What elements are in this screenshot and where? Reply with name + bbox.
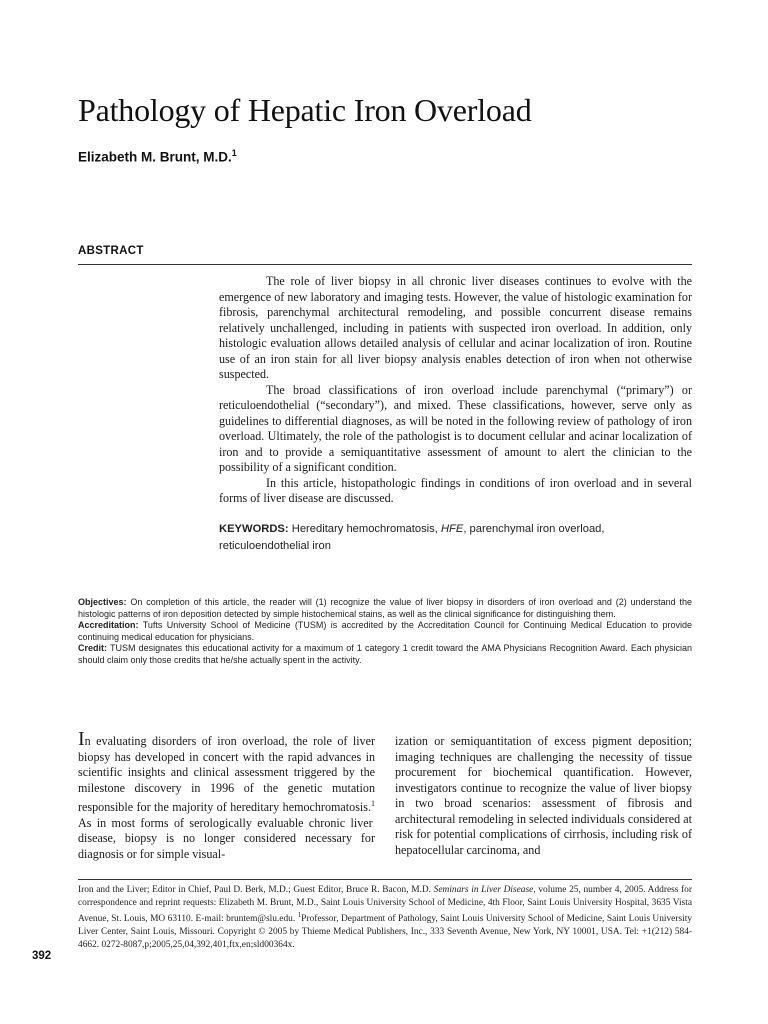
objectives-text: On completion of this article, the reader will (1) recognize the value of liver biopsy in disorders of iron overload and (2) understand the histologic patterns of iron deposition detected by simple histochemical stains, as well as the clinical significance for distinguishing them. bbox=[78, 597, 692, 619]
abstract-paragraph: In this article, histopathologic findings in conditions of iron overload and in several forms of liver disease are discussed. bbox=[219, 475, 692, 505]
footnote-part: Iron and the Liver; Editor in Chief, Paul D. Berk, M.D.; Guest Editor, Bruce R. Bacon, M.D. bbox=[78, 885, 432, 895]
abstract-paragraph: The role of liver biopsy in all chronic liver diseases continues to evolve with the emergence of new laboratory and imaging tests. However, the value of histologic examination for fibrosis, parenchymal architectural remodeling, and possible concurrent disease remains relatively unchallenged, including in patients with suspected iron overload. In addition, only histologic evaluation allows detailed analysis of cellular and acinar localization of iron. Routine use of an iron stain for all liver biopsy analysis enables detection of iron when not otherwise suspected. bbox=[219, 274, 692, 381]
footnote-text bbox=[78, 884, 692, 951]
abstract-body bbox=[219, 274, 692, 507]
abstract-heading: ABSTRACT bbox=[78, 245, 144, 257]
body-text: n evaluating disorders of iron overload, the role of liver biopsy has developed in concert with the rapid advances in scientific insights and clinical assessment triggered by the milestone discovery in 1996 of the genetic mutation responsible for the majority of hereditary hemochromatosis. bbox=[78, 734, 375, 815]
footnote-rule bbox=[78, 879, 692, 880]
body-column-left bbox=[78, 728, 375, 862]
author-line bbox=[78, 148, 237, 165]
reference-marker: 1 bbox=[371, 799, 375, 808]
cme-credit bbox=[78, 643, 692, 666]
author-name: Elizabeth M. Brunt, M.D. bbox=[78, 149, 232, 165]
credit-text: TUSM designates this educational activity for a maximum of 1 category 1 credit toward the AMA Physicians Recognition Award. Each physician should claim only those credits that he/she actually spent in the activity. bbox=[78, 643, 692, 665]
keyword-gene: HFE bbox=[440, 523, 464, 535]
accreditation-text: Tufts University School of Medicine (TUSM) is accredited by the Accreditation Council for Continuing Medical Education to provide continuing medical education for physicians. bbox=[78, 620, 692, 642]
cme-block bbox=[78, 597, 692, 667]
keyword-text-rest: , parenchymal iron overload, reticuloendothelial iron bbox=[219, 523, 605, 552]
article-title: Pathology of Hepatic Iron Overload bbox=[78, 92, 532, 128]
footnote-part: Professor, Department of Pathology, Saint Louis University School of Medicine, Saint Louis University Liver Center, Saint Louis, Missouri. Copyright © 2005 by Thieme Medical Publishers, Inc., 333 Seventh Avenue, New York, NY 10001, USA. Tel: +1(212) 584-4662. 0272-8087,p;2005,25,04,392,401,ftx,en;sld00364x. bbox=[78, 914, 693, 950]
footnote-part: , volume 25, number 4, 2005. Address for correspondence and reprint requests: Elizabeth M. Brunt, M.D., Saint Louis University School of Medicine, 4th Floor, Saint Louis University Hospital, 3635 Vista Avenue, St. Louis, MO 63110. E-mail: bruntem@slu.edu. bbox=[78, 885, 692, 925]
cme-accreditation bbox=[78, 620, 692, 643]
drop-cap: I bbox=[78, 728, 85, 750]
journal-name: Seminars in Liver Disease bbox=[433, 885, 534, 895]
body-text: As in most forms of serologically evaluable chronic liver disease, biopsy is no longer considered necessary for diagnosis or for simple visual- bbox=[78, 815, 375, 861]
body-paragraph: ization or semiquantitation of excess pigment deposition; imaging techniques are challenging the necessity of tissue procurement for biochemical quantification. However, investigators continue to recognize the value of liver biopsy in two broad scenarios: assessment of fibrosis and architectural remodeling in selected individuals considered at risk for potential complications of cirrhosis, including risk of hepatocellular carcinoma, and bbox=[395, 734, 692, 857]
body-column-right bbox=[395, 734, 692, 858]
cme-objectives bbox=[78, 597, 692, 620]
footnote bbox=[78, 884, 692, 951]
page-number: 392 bbox=[32, 950, 52, 962]
body-paragraph bbox=[78, 728, 375, 862]
abstract-paragraph: The broad classifications of iron overload include parenchymal (“primary”) or reticuloendothelial (“secondary”), and mixed. These classifications, however, serve only as guidelines to differential diagnoses, as will be noted in the following review of pathology of iron overload. Ultimately, the role of the pathologist is to document cellular and acinar localization of iron and to provide a semiquantitative assessment of amount to alert the clinician to the possibility of a significant condition. bbox=[219, 382, 692, 474]
accreditation-label: Accreditation: bbox=[78, 620, 139, 631]
abstract-rule bbox=[78, 264, 692, 265]
author-affiliation-marker: 1 bbox=[231, 148, 237, 158]
keywords bbox=[219, 521, 692, 555]
keywords-label: KEYWORDS: bbox=[219, 523, 289, 535]
keyword-text: Hereditary hemochromatosis, bbox=[291, 523, 438, 535]
credit-label: Credit: bbox=[78, 643, 107, 654]
objectives-label: Objectives: bbox=[78, 597, 127, 607]
footnote-marker: 1 bbox=[297, 911, 302, 920]
